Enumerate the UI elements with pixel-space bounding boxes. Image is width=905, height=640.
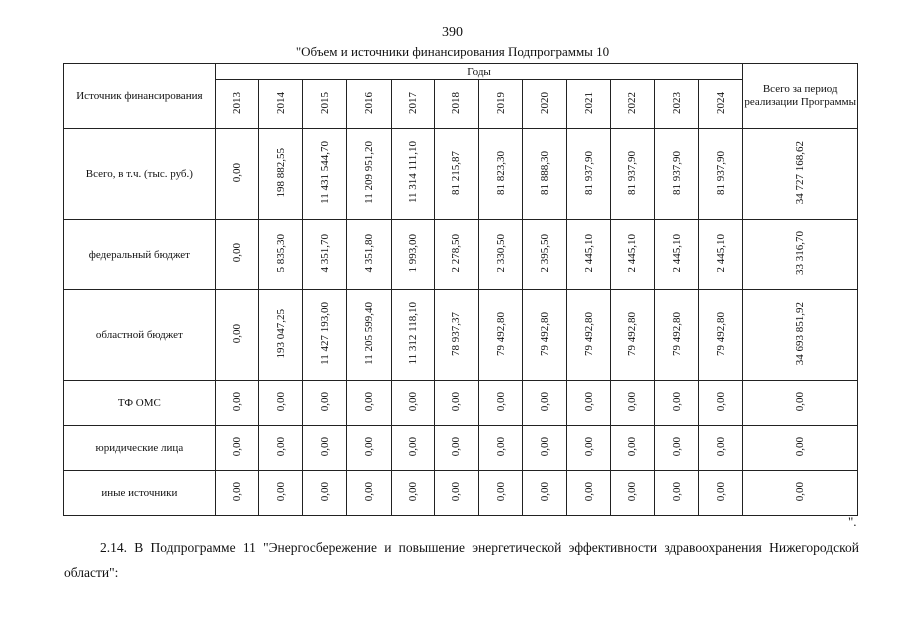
- table-row: [64, 471, 858, 516]
- value-text: 193 047,25: [274, 308, 287, 359]
- table-row: [64, 129, 858, 220]
- value-text: 81 937,90: [714, 150, 727, 195]
- value-cell: [391, 220, 434, 290]
- row-label: Всего, в т.ч. (тыс. руб.): [64, 129, 216, 220]
- year-label: 2018: [450, 91, 463, 114]
- value-cell: [215, 426, 258, 471]
- value-text: 81 937,90: [582, 150, 595, 195]
- total-cell: [743, 381, 858, 426]
- total-cell: [743, 220, 858, 290]
- value-text: 0,00: [230, 162, 243, 183]
- value-text: 0,00: [450, 391, 463, 412]
- value-text: 0,00: [274, 436, 287, 457]
- value-text: 81 888,30: [538, 150, 551, 195]
- value-text: 0,00: [318, 391, 331, 412]
- value-text: 2 278,50: [450, 233, 463, 273]
- value-text: 0,00: [538, 436, 551, 457]
- row-label: иные источники: [64, 471, 216, 516]
- value-text: 11 431 544,70: [318, 141, 331, 204]
- value-text: 0,00: [494, 481, 507, 502]
- value-text: 0,00: [494, 436, 507, 457]
- table-row: [64, 426, 858, 471]
- value-cell: [479, 290, 523, 381]
- value-cell: [303, 290, 347, 381]
- value-text: 79 492,80: [714, 311, 727, 356]
- page-number: 390: [442, 25, 463, 40]
- value-cell: [567, 426, 610, 471]
- value-cell: [654, 381, 698, 426]
- row-label: федеральный бюджет: [64, 220, 216, 290]
- value-text: 79 492,80: [670, 311, 683, 356]
- value-cell: [303, 129, 347, 220]
- value-text: 0,00: [450, 436, 463, 457]
- value-text: 0,00: [363, 481, 375, 502]
- table-row: [64, 290, 858, 381]
- value-cell: [258, 290, 302, 381]
- value-cell: [479, 220, 523, 290]
- value-cell: [479, 426, 523, 471]
- value-text: 0,00: [230, 436, 243, 457]
- value-cell: [699, 471, 743, 516]
- value-text: 2 330,50: [494, 233, 507, 273]
- value-cell: [567, 381, 610, 426]
- value-text: 0,00: [274, 391, 287, 412]
- value-cell: [391, 426, 434, 471]
- value-text: 81 937,90: [670, 150, 683, 195]
- value-text: 0,00: [274, 481, 287, 502]
- value-cell: [654, 129, 698, 220]
- value-cell: [303, 426, 347, 471]
- value-text: 0,00: [230, 481, 243, 502]
- value-cell: [258, 426, 302, 471]
- year-label: 2019: [494, 91, 507, 114]
- value-text: 0,00: [626, 391, 639, 412]
- value-cell: [610, 471, 654, 516]
- year-label: 2024: [714, 91, 727, 114]
- value-text: 11 205 599,40: [363, 302, 375, 365]
- financing-table: [63, 63, 858, 516]
- value-text: 81 215,87: [450, 150, 463, 195]
- value-cell: [434, 426, 478, 471]
- value-cell: [654, 426, 698, 471]
- value-cell: [699, 290, 743, 381]
- value-cell: [610, 381, 654, 426]
- value-cell: [654, 290, 698, 381]
- value-text: 0,00: [318, 436, 331, 457]
- year-header-cell: [303, 80, 347, 129]
- year-label: 2021: [582, 91, 595, 114]
- year-label: 2013: [230, 91, 243, 114]
- value-cell: [523, 471, 567, 516]
- years-header: Годы: [215, 64, 743, 80]
- value-cell: [523, 129, 567, 220]
- value-text: 11 427 193,00: [318, 302, 331, 365]
- value-text: 0,00: [363, 436, 375, 457]
- value-cell: [479, 471, 523, 516]
- table-row: [64, 381, 858, 426]
- value-cell: [434, 381, 478, 426]
- value-cell: [215, 471, 258, 516]
- total-text: 33 316,70: [794, 231, 807, 275]
- value-text: 0,00: [230, 391, 243, 412]
- value-text: 0,00: [670, 436, 683, 457]
- value-cell: [347, 290, 391, 381]
- value-cell: [654, 220, 698, 290]
- value-cell: [258, 129, 302, 220]
- year-label: 2023: [670, 91, 683, 114]
- value-cell: [258, 471, 302, 516]
- year-header-cell: [434, 80, 478, 129]
- value-cell: [567, 129, 610, 220]
- section-paragraph: 2.14. В Подпрограмме 11 "Энергосбережение и повышение энергетической эффективности здравоохранения Нижегородской области":: [64, 540, 859, 580]
- value-text: 11 314 111,10: [406, 141, 419, 204]
- value-text: 2 445,10: [670, 233, 683, 273]
- value-text: 0,00: [538, 391, 551, 412]
- value-cell: [347, 129, 391, 220]
- value-cell: [523, 381, 567, 426]
- value-text: 2 395,50: [538, 233, 551, 273]
- value-cell: [523, 290, 567, 381]
- value-text: 0,00: [670, 391, 683, 412]
- value-text: 5 835,30: [274, 233, 287, 273]
- year-header-cell: [479, 80, 523, 129]
- value-cell: [434, 290, 478, 381]
- total-text: 0,00: [794, 391, 807, 412]
- value-text: 0,00: [406, 481, 419, 502]
- value-text: 0,00: [626, 481, 639, 502]
- value-cell: [347, 471, 391, 516]
- value-cell: [699, 381, 743, 426]
- year-header-cell: [215, 80, 258, 129]
- value-text: 11 209 951,20: [363, 141, 375, 204]
- value-cell: [303, 381, 347, 426]
- value-text: 4 351,70: [318, 233, 331, 273]
- value-text: 0,00: [714, 481, 727, 502]
- value-cell: [215, 220, 258, 290]
- value-cell: [347, 426, 391, 471]
- year-label: 2014: [274, 91, 287, 114]
- value-text: 79 492,80: [626, 311, 639, 356]
- year-label: 2016: [363, 91, 375, 114]
- value-cell: [567, 290, 610, 381]
- value-cell: [303, 471, 347, 516]
- value-cell: [610, 290, 654, 381]
- value-cell: [391, 290, 434, 381]
- year-header-cell: [699, 80, 743, 129]
- year-header-cell: [523, 80, 567, 129]
- value-cell: [699, 220, 743, 290]
- value-text: 11 312 118,10: [406, 302, 419, 365]
- row-label: юридические лица: [64, 426, 216, 471]
- value-cell: [479, 381, 523, 426]
- value-cell: [610, 220, 654, 290]
- value-cell: [434, 129, 478, 220]
- value-cell: [391, 471, 434, 516]
- value-cell: [258, 220, 302, 290]
- value-cell: [258, 381, 302, 426]
- value-cell: [567, 220, 610, 290]
- value-text: 0,00: [714, 391, 727, 412]
- value-text: 0,00: [582, 481, 595, 502]
- year-label: 2015: [318, 91, 331, 114]
- total-text: 0,00: [794, 481, 807, 502]
- value-text: 0,00: [714, 436, 727, 457]
- value-cell: [610, 129, 654, 220]
- total-cell: [743, 129, 858, 220]
- value-text: 0,00: [538, 481, 551, 502]
- value-text: 79 492,80: [538, 311, 551, 356]
- value-text: 0,00: [582, 436, 595, 457]
- value-text: 2 445,10: [626, 233, 639, 273]
- year-header-cell: [654, 80, 698, 129]
- year-header-cell: [567, 80, 610, 129]
- value-text: 78 937,37: [450, 311, 463, 356]
- value-cell: [699, 129, 743, 220]
- value-text: 0,00: [406, 436, 419, 457]
- total-header: Всего за период реализации Программы: [743, 64, 858, 129]
- value-text: 4 351,80: [363, 233, 375, 273]
- year-header-cell: [347, 80, 391, 129]
- table-row: [64, 220, 858, 290]
- value-text: 2 445,10: [582, 233, 595, 273]
- year-label: 2020: [538, 91, 551, 114]
- table-body: [64, 129, 858, 516]
- value-cell: [567, 471, 610, 516]
- year-label: 2022: [626, 91, 639, 114]
- year-header-cell: [258, 80, 302, 129]
- value-text: 0,00: [450, 481, 463, 502]
- table-caption: "Объем и источники финансирования Подпрограммы 10: [295, 44, 610, 59]
- value-cell: [434, 471, 478, 516]
- value-text: 79 492,80: [494, 311, 507, 356]
- total-text: 0,00: [794, 436, 807, 457]
- value-text: 198 882,55: [274, 147, 287, 198]
- value-text: 79 492,80: [582, 311, 595, 356]
- year-label: 2017: [406, 91, 419, 114]
- value-cell: [215, 290, 258, 381]
- closing-quote-mark: ".: [848, 514, 857, 529]
- row-label: ТФ ОМС: [64, 381, 216, 426]
- value-text: 2 445,10: [714, 233, 727, 273]
- value-cell: [303, 220, 347, 290]
- value-text: 0,00: [230, 323, 243, 344]
- total-text: 34 727 168,62: [794, 140, 807, 205]
- value-cell: [434, 220, 478, 290]
- value-text: 0,00: [494, 391, 507, 412]
- value-text: 0,00: [363, 391, 375, 412]
- value-text: 0,00: [230, 243, 243, 263]
- value-cell: [347, 220, 391, 290]
- value-cell: [391, 381, 434, 426]
- row-label: областной бюджет: [64, 290, 216, 381]
- year-header-cell: [610, 80, 654, 129]
- value-cell: [391, 129, 434, 220]
- value-text: 81 823,30: [494, 150, 507, 195]
- value-cell: [610, 426, 654, 471]
- year-header-cell: [391, 80, 434, 129]
- total-cell: [743, 471, 858, 516]
- value-cell: [523, 220, 567, 290]
- total-cell: [743, 426, 858, 471]
- value-text: 0,00: [582, 391, 595, 412]
- value-text: 81 937,90: [626, 150, 639, 195]
- value-cell: [523, 426, 567, 471]
- source-header: Источник финансирования: [64, 64, 216, 129]
- value-text: 0,00: [406, 391, 419, 412]
- value-cell: [215, 381, 258, 426]
- value-cell: [215, 129, 258, 220]
- total-cell: [743, 290, 858, 381]
- value-cell: [654, 471, 698, 516]
- value-text: 0,00: [670, 481, 683, 502]
- value-text: 0,00: [318, 481, 331, 502]
- value-cell: [699, 426, 743, 471]
- value-text: 1 993,00: [406, 233, 419, 273]
- value-cell: [479, 129, 523, 220]
- value-text: 0,00: [626, 436, 639, 457]
- total-text: 34 693 851,92: [794, 301, 807, 366]
- value-cell: [347, 381, 391, 426]
